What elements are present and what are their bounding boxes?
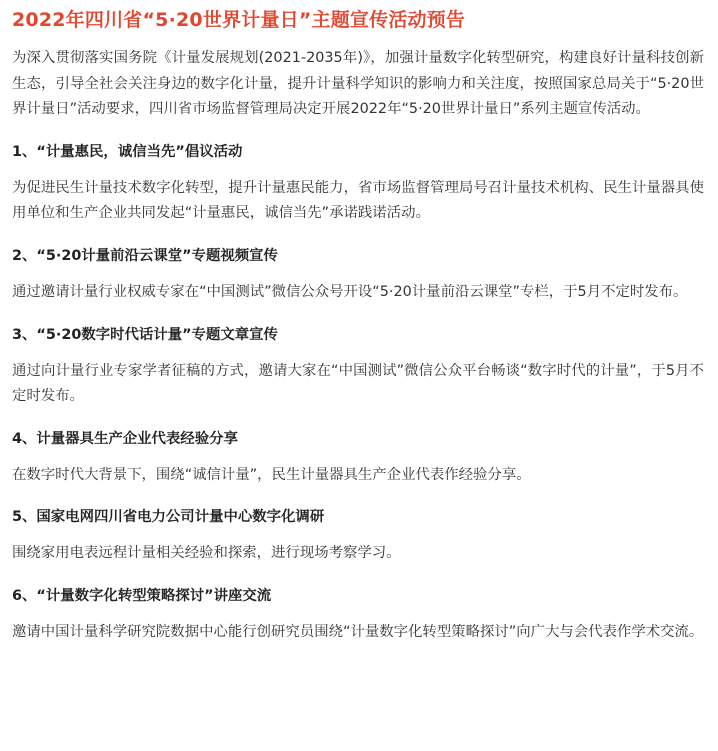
spacer bbox=[12, 488, 704, 504]
spacer bbox=[12, 452, 704, 463]
spacer bbox=[12, 227, 704, 243]
section-heading-4: 4、计量器具生产企业代表经验分享 bbox=[12, 430, 238, 447]
section-heading-2: 2、“5·20计量前沿云课堂”专题视频宣传 bbox=[12, 247, 278, 264]
spacer bbox=[12, 306, 704, 322]
spacer bbox=[12, 269, 704, 280]
spacer bbox=[12, 410, 704, 426]
section-body-3: 通过向计量行业专家学者征稿的方式，邀请大家在“中国测试”微信公众平台畅谈“数字时代的计量”，于5月不定时发布。 bbox=[12, 362, 704, 405]
spacer bbox=[12, 123, 704, 139]
article-title: 2022年四川省“5·20世界计量日”主题宣传活动预告 bbox=[12, 9, 466, 31]
section-heading-5: 5、国家电网四川省电力公司计量中心数字化调研 bbox=[12, 509, 325, 526]
section-body-4: 在数字时代大背景下，围绕“诚信计量”，民生计量器具生产企业代表作经验分享。 bbox=[12, 466, 531, 483]
section-heading-3: 3、“5·20数字时代话计量”专题文章宣传 bbox=[12, 326, 278, 343]
section-heading-6: 6、“计量数字化转型策略探讨”讲座交流 bbox=[12, 587, 272, 604]
section-body-5: 围绕家用电表远程计量相关经验和探索，进行现场考察学习。 bbox=[12, 545, 401, 562]
spacer bbox=[12, 609, 704, 620]
intro-paragraph: 为深入贯彻落实国务院《计量发展规划(2021-2035年)》，加强计量数字化转型研究，构建良好计量科技创新生态，引导全社会关注身边的数字化计量，提升计量科学知识的影响力和关注度，按照国家总局关于“5·20世界计量日”活动要求，四川省市场监督管理局决定开展2022年“5·20世界计量日”系列主题宣传活动。 bbox=[12, 50, 704, 118]
section-heading-1: 1、“计量惠民，诚信当先”倡议活动 bbox=[12, 143, 243, 160]
section-body-1: 为促进民生计量技术数字化转型，提升计量惠民能力，省市场监督管理局号召计量技术机构、民生计量器具使用单位和生产企业共同发起“计量惠民，诚信当先”承诺践诺活动。 bbox=[12, 179, 704, 222]
spacer bbox=[12, 165, 704, 176]
section-body-2: 通过邀请计量行业权威专家在“中国测试”微信公众号开设“5·20计量前沿云课堂”专栏，于5月不定时发布。 bbox=[12, 283, 688, 300]
spacer bbox=[12, 567, 704, 583]
spacer bbox=[12, 348, 704, 359]
section-body-6: 邀请中国计量科学研究院数据中心能行创研究员围绕“计量数字化转型策略探讨”向广大与会代表作学术交流。 bbox=[12, 623, 704, 640]
spacer bbox=[12, 530, 704, 541]
